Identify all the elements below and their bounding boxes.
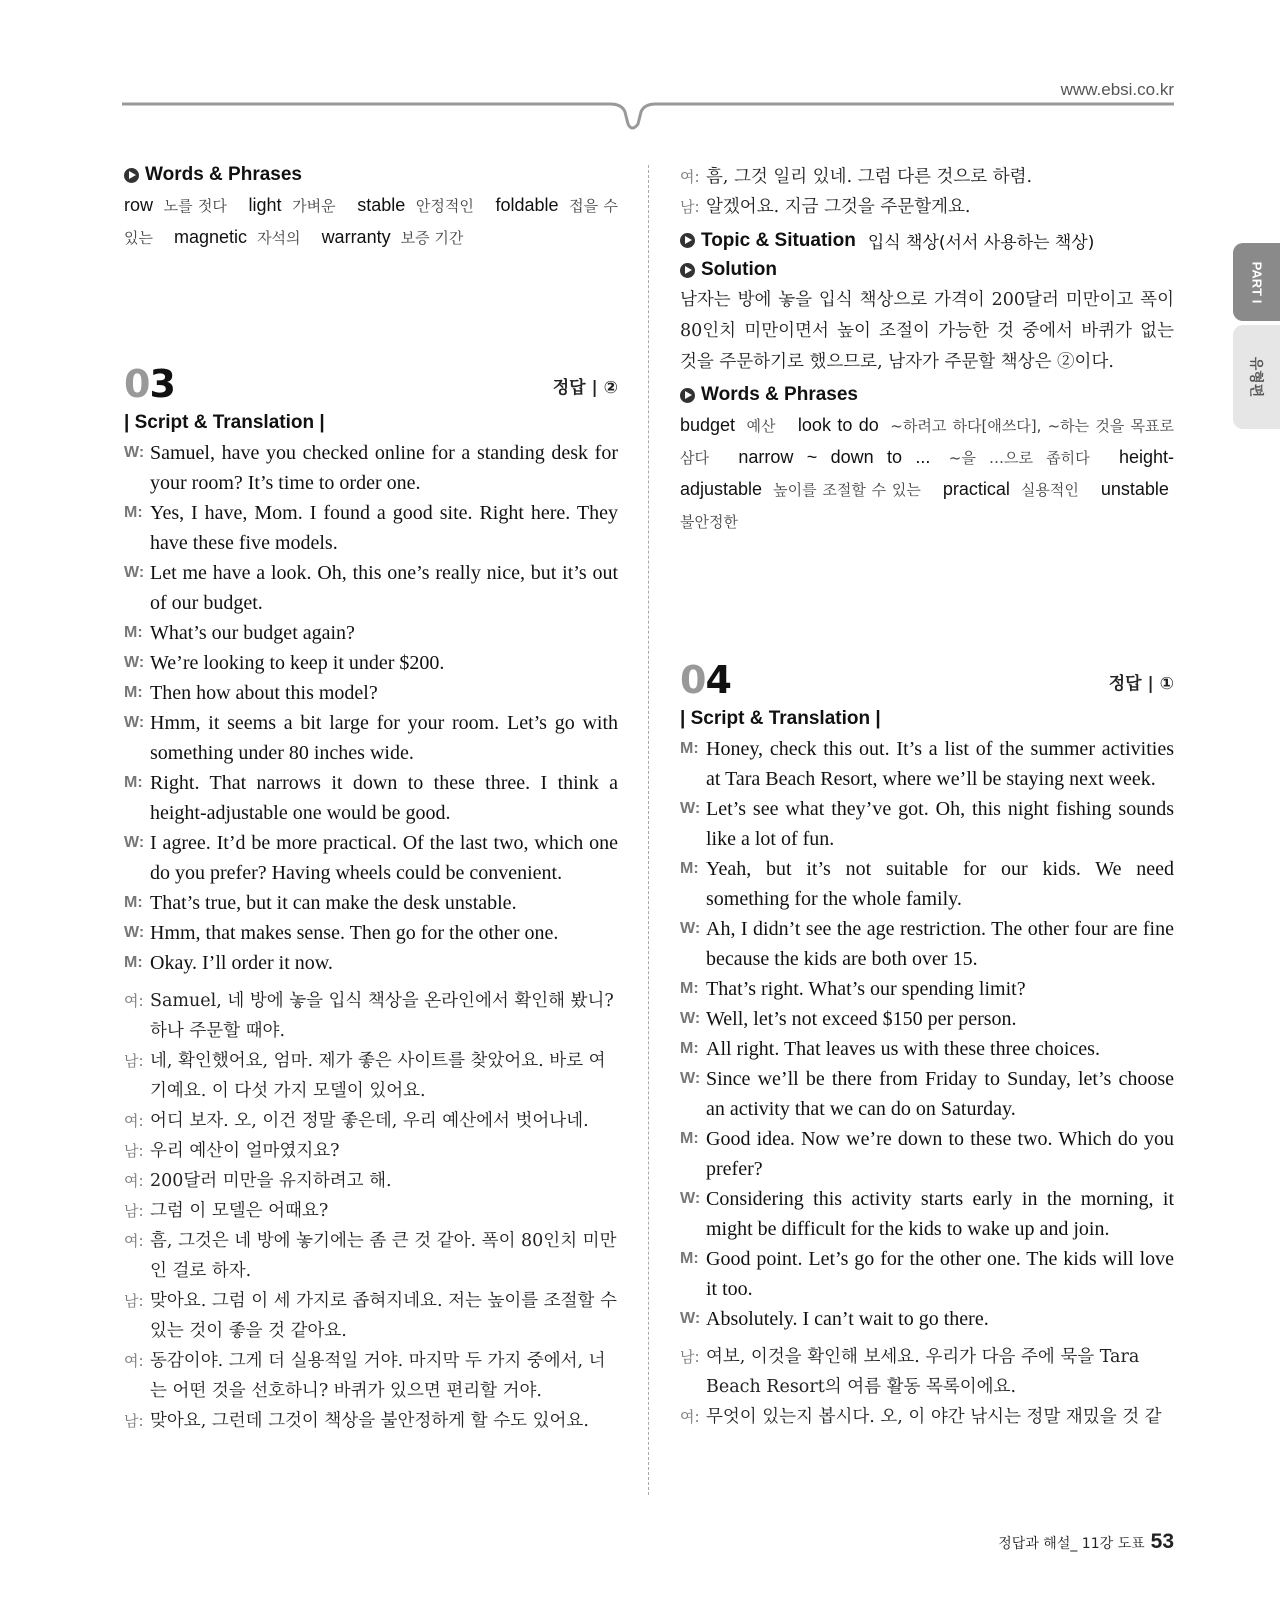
dialogue-text: That’s right. What’s our spending limit? bbox=[706, 978, 1026, 1000]
phrase-term: height-adjustable bbox=[680, 447, 1174, 499]
script-line bbox=[124, 888, 618, 918]
speaker-label: 남: bbox=[680, 1348, 700, 1366]
phrase-gloss: ~하려고 하다[애쓰다], ~하는 것을 목표로 삼다 bbox=[680, 417, 1174, 467]
translation-line bbox=[680, 1402, 1174, 1432]
phrase-gloss: 접을 수 있는 bbox=[124, 197, 618, 247]
speaker-label: 남: bbox=[124, 1292, 144, 1310]
script-line bbox=[680, 1244, 1174, 1304]
dialogue-text: We’re looking to keep it under $200. bbox=[150, 652, 445, 674]
words-phrases-heading: Words & Phrases bbox=[680, 384, 1174, 406]
speaker-label: M: bbox=[124, 894, 143, 911]
dialogue-text: Okay. I’ll order it now. bbox=[150, 952, 333, 974]
speaker-label: M: bbox=[124, 684, 143, 701]
speaker-label: M: bbox=[124, 624, 143, 641]
translation-line bbox=[124, 986, 618, 1046]
part-tab[interactable]: PART I bbox=[1233, 243, 1280, 321]
phrase-gloss: 예산 bbox=[746, 417, 776, 435]
script-line bbox=[680, 1304, 1174, 1334]
phrase-gloss: 불안정한 bbox=[680, 513, 738, 531]
problem-number: 04 bbox=[680, 658, 731, 702]
script-line bbox=[124, 708, 618, 768]
translation-line bbox=[124, 1196, 618, 1226]
speaker-label: M: bbox=[124, 954, 143, 971]
korean-translation bbox=[680, 1342, 1174, 1432]
dialogue-text: Ah, I didn’t see the age restriction. The other four are fine because the kids are both over 15. bbox=[706, 918, 1174, 970]
dialogue-text: Good point. Let’s go for the other one. The kids will love it too. bbox=[706, 1248, 1174, 1300]
right-column bbox=[680, 162, 1174, 1432]
script-line bbox=[680, 974, 1174, 1004]
phrase-gloss: 자석의 bbox=[257, 229, 301, 247]
words-phrases-list bbox=[680, 410, 1174, 538]
dialogue-text: Right. That narrows it down to these three. I think a height-adjustable one would be good. bbox=[150, 772, 618, 824]
translation-line bbox=[124, 1166, 618, 1196]
dialogue-text: Yeah, but it’s not suitable for our kids. We need something for the whole family. bbox=[706, 858, 1174, 910]
script-title: | Script & Translation | bbox=[124, 412, 325, 433]
page-number: 53 bbox=[1150, 1530, 1174, 1553]
script-line bbox=[124, 768, 618, 828]
topic-heading: Topic & Situation 입식 책상(서서 사용하는 책상) bbox=[680, 228, 1174, 253]
words-phrases-list bbox=[124, 190, 618, 254]
phrase-term: row bbox=[124, 195, 154, 215]
solution-heading: Solution bbox=[680, 259, 1174, 281]
phrase-gloss: 안정적인 bbox=[415, 197, 474, 215]
translation-line bbox=[124, 1406, 618, 1436]
script-line bbox=[680, 1034, 1174, 1064]
phrase-gloss: 높이를 조절할 수 있는 bbox=[773, 481, 921, 499]
problem-header bbox=[124, 362, 618, 406]
phrase-term: narrow ~ down to ... bbox=[738, 447, 931, 467]
korean-translation bbox=[124, 986, 618, 1436]
phrase-term: unstable bbox=[1100, 479, 1169, 499]
speaker-label: W: bbox=[680, 1010, 701, 1027]
speaker-label: M: bbox=[124, 774, 143, 791]
dialogue-text: 200달러 미만을 유지하려고 해. bbox=[150, 1171, 392, 1191]
header-divider bbox=[122, 100, 1174, 140]
speaker-label: 남: bbox=[124, 1202, 144, 1220]
play-bullet-icon bbox=[124, 168, 139, 183]
script-line bbox=[124, 618, 618, 648]
speaker-label: W: bbox=[124, 564, 145, 581]
english-script bbox=[124, 438, 618, 978]
section-tab[interactable]: 유형편 bbox=[1233, 325, 1280, 429]
page-footer bbox=[998, 1530, 1174, 1554]
dialogue-text: 맞아요, 그런데 그것이 책상을 불안정하게 할 수도 있어요. bbox=[150, 1411, 589, 1431]
speaker-label: M: bbox=[680, 980, 699, 997]
english-script bbox=[680, 734, 1174, 1334]
dialogue-text: Honey, check this out. It’s a list of the summer activities at Tara Beach Resort, where we’ll be staying next week. bbox=[706, 738, 1174, 790]
speaker-label: M: bbox=[680, 860, 699, 877]
phrase-gloss: 노를 젓다 bbox=[163, 197, 227, 215]
phrase-gloss: 가벼운 bbox=[292, 197, 336, 215]
dialogue-text: 그럼 이 모델은 어때요? bbox=[150, 1201, 329, 1221]
dialogue-text: I agree. It’d be more practical. Of the last two, which one do you prefer? Having wheels could be convenient. bbox=[150, 832, 618, 884]
dialogue-text: What’s our budget again? bbox=[150, 622, 355, 644]
speaker-label: 남: bbox=[124, 1412, 144, 1430]
dialogue-text: Since we’ll be there from Friday to Sunday, let’s choose an activity that we can do on Saturday. bbox=[706, 1068, 1174, 1120]
speaker-label: 여: bbox=[680, 168, 700, 186]
script-line bbox=[680, 794, 1174, 854]
speaker-label: 여: bbox=[124, 992, 144, 1010]
dialogue-text: 흠, 그것 일리 있네. 그럼 다른 것으로 하렴. bbox=[706, 167, 1033, 187]
dialogue-text: Samuel, have you checked online for a standing desk for your room? It’s time to order one. bbox=[150, 442, 618, 494]
dialogue-text: 흠, 그것은 네 방에 놓기에는 좀 큰 것 같아. 폭이 80인치 미만인 걸로 하자. bbox=[150, 1231, 617, 1281]
problem-header bbox=[680, 658, 1174, 702]
speaker-label: W: bbox=[124, 834, 145, 851]
speaker-label: 여: bbox=[124, 1352, 144, 1370]
dialogue-text: 네, 확인했어요, 엄마. 제가 좋은 사이트를 찾았어요. 바로 여기예요. 이 다섯 가지 모델이 있어요. bbox=[150, 1051, 606, 1101]
script-line bbox=[680, 1184, 1174, 1244]
dialogue-text: Let’s see what they’ve got. Oh, this night fishing sounds like a lot of fun. bbox=[706, 798, 1174, 850]
script-line bbox=[680, 914, 1174, 974]
translation-line bbox=[124, 1106, 618, 1136]
dialogue-text: Good idea. Now we’re down to these two. Which do you prefer? bbox=[706, 1128, 1174, 1180]
speaker-label: M: bbox=[680, 1040, 699, 1057]
phrase-gloss: ~을 …으로 좁히다 bbox=[948, 449, 1090, 467]
translation-line bbox=[124, 1046, 618, 1106]
script-line bbox=[124, 918, 618, 948]
problem-number: 03 bbox=[124, 362, 175, 406]
speaker-label: 여: bbox=[124, 1112, 144, 1130]
footer-label: 정답과 해설_ 11강 도표 bbox=[998, 1536, 1145, 1552]
phrase-term: stable bbox=[357, 195, 406, 215]
translation-line bbox=[680, 1342, 1174, 1402]
speaker-label: 남: bbox=[680, 198, 700, 216]
dialogue-text: Hmm, it seems a bit large for your room. Let’s go with something under 80 inches wide. bbox=[150, 712, 618, 764]
speaker-label: W: bbox=[680, 920, 701, 937]
column-divider bbox=[648, 165, 649, 1495]
dialogue-text: 어디 보자. 오, 이건 정말 좋은데, 우리 예산에서 벗어나네. bbox=[150, 1111, 589, 1131]
phrase-term: practical bbox=[942, 479, 1010, 499]
dialogue-text: That’s true, but it can make the desk unstable. bbox=[150, 892, 517, 914]
speaker-label: 남: bbox=[124, 1052, 144, 1070]
play-bullet-icon bbox=[680, 263, 695, 278]
phrase-term: budget bbox=[680, 415, 736, 435]
speaker-label: W: bbox=[680, 1310, 701, 1327]
phrase-term: magnetic bbox=[174, 227, 248, 247]
phrase-term: light bbox=[248, 195, 282, 215]
words-phrases-heading: Words & Phrases bbox=[124, 164, 618, 186]
script-line bbox=[124, 558, 618, 618]
dialogue-text: Let me have a look. Oh, this one’s really nice, but it’s out of our budget. bbox=[150, 562, 618, 614]
dialogue-text: Well, let’s not exceed $150 per person. bbox=[706, 1008, 1017, 1030]
dialogue-text: 우리 예산이 얼마였지요? bbox=[150, 1141, 340, 1161]
dialogue-text: Samuel, 네 방에 놓을 입식 책상을 온라인에서 확인해 봤니? 하나 주문할 때야. bbox=[150, 991, 614, 1041]
script-line bbox=[124, 498, 618, 558]
translation-line bbox=[680, 162, 1174, 192]
dialogue-text: All right. That leaves us with these three choices. bbox=[706, 1038, 1100, 1060]
script-line bbox=[124, 438, 618, 498]
script-line bbox=[680, 854, 1174, 914]
phrase-gloss: 보증 기간 bbox=[400, 229, 464, 247]
phrase-term: warranty bbox=[321, 227, 391, 247]
dialogue-text: 알겠어요. 지금 그것을 주문할게요. bbox=[706, 197, 971, 217]
solution-text: 남자는 방에 놓을 입식 책상으로 가격이 200달러 미만이고 폭이 80인치 미만이면서 높이 조절이 가능한 것 중에서 바퀴가 없는 것을 주문하기로 했으므로, 남자가 주문할 책상은 ②이다. bbox=[680, 290, 1174, 372]
translation-line bbox=[124, 1286, 618, 1346]
translation-line bbox=[124, 1136, 618, 1166]
script-line bbox=[680, 1004, 1174, 1034]
speaker-label: W: bbox=[680, 800, 701, 817]
phrase-term: foldable bbox=[495, 195, 559, 215]
dialogue-text: Yes, I have, Mom. I found a good site. Right here. They have these five models. bbox=[150, 502, 618, 554]
speaker-label: M: bbox=[680, 1250, 699, 1267]
script-line bbox=[124, 948, 618, 978]
phrase-gloss: 실용적인 bbox=[1020, 481, 1079, 499]
topic-text: 입식 책상(서서 사용하는 책상) bbox=[867, 233, 1095, 253]
dialogue-text: 맞아요. 그럼 이 세 가지로 좁혀지네요. 저는 높이를 조절할 수 있는 것이 좋을 것 같아요. bbox=[150, 1291, 617, 1341]
speaker-label: M: bbox=[124, 504, 143, 521]
dialogue-text: Hmm, that makes sense. Then go for the other one. bbox=[150, 922, 559, 944]
play-bullet-icon bbox=[680, 388, 695, 403]
answer-label: 정답 | ② bbox=[552, 378, 618, 398]
speaker-label: M: bbox=[680, 1130, 699, 1147]
speaker-label: M: bbox=[680, 740, 699, 757]
answer-label: 정답 | ① bbox=[1108, 674, 1174, 694]
translation-line bbox=[680, 192, 1174, 222]
dialogue-text: Then how about this model? bbox=[150, 682, 378, 704]
speaker-label: W: bbox=[680, 1070, 701, 1087]
left-column bbox=[124, 162, 618, 1436]
script-line bbox=[124, 648, 618, 678]
dialogue-text: 여보, 이것을 확인해 보세요. 우리가 다음 주에 묵을 Tara Beach Resort의 여름 활동 목록이에요. bbox=[706, 1347, 1140, 1397]
dialogue-text: Considering this activity starts early in the morning, it might be difficult for the kids to wake up and join. bbox=[706, 1188, 1174, 1240]
script-line bbox=[680, 1064, 1174, 1124]
play-bullet-icon bbox=[680, 233, 695, 248]
script-line bbox=[680, 734, 1174, 794]
phrase-term: look to do bbox=[797, 415, 879, 435]
speaker-label: 여: bbox=[680, 1408, 700, 1426]
korean-translation-cont bbox=[680, 162, 1174, 222]
translation-line bbox=[124, 1346, 618, 1406]
speaker-label: 남: bbox=[124, 1142, 144, 1160]
dialogue-text: 동감이야. 그게 더 실용적일 거야. 마지막 두 가지 중에서, 너는 어떤 것을 선호하니? 바퀴가 있으면 편리할 거야. bbox=[150, 1351, 606, 1401]
translation-line bbox=[124, 1226, 618, 1286]
speaker-label: W: bbox=[680, 1190, 701, 1207]
site-url: www.ebsi.co.kr bbox=[1060, 80, 1174, 99]
script-line bbox=[124, 678, 618, 708]
speaker-label: 여: bbox=[124, 1172, 144, 1190]
script-title: | Script & Translation | bbox=[680, 708, 881, 729]
speaker-label: W: bbox=[124, 444, 145, 461]
script-line bbox=[680, 1124, 1174, 1184]
speaker-label: W: bbox=[124, 924, 145, 941]
speaker-label: W: bbox=[124, 714, 145, 731]
script-line bbox=[124, 828, 618, 888]
dialogue-text: Absolutely. I can’t wait to go there. bbox=[706, 1308, 989, 1330]
speaker-label: W: bbox=[124, 654, 145, 671]
speaker-label: 여: bbox=[124, 1232, 144, 1250]
dialogue-text: 무엇이 있는지 봅시다. 오, 이 야간 낚시는 정말 재밌을 것 같 bbox=[706, 1407, 1162, 1427]
